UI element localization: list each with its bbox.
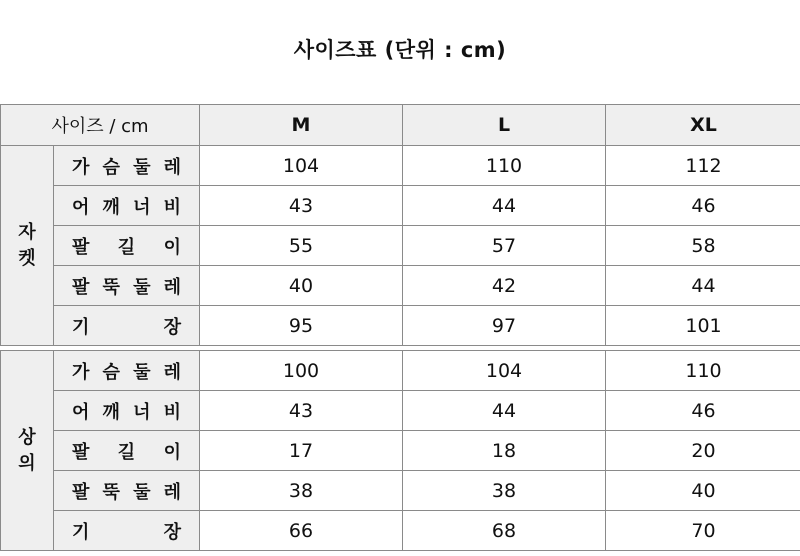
row-label: [54, 471, 200, 511]
size-value-cell: 97: [403, 306, 606, 346]
row-label: [54, 306, 200, 346]
row-label-text: 가 슴 둘 레: [72, 361, 182, 383]
size-value-cell: 100: [200, 351, 403, 391]
row-label-text: 팔 길 이: [72, 236, 182, 258]
row-label-text: 팔 뚝 둘 레: [72, 481, 182, 503]
group-label: 상 의: [1, 351, 54, 551]
size-value-cell: 110: [403, 146, 606, 186]
row-label: [54, 431, 200, 471]
size-value-cell: 68: [403, 511, 606, 551]
table-row: [1, 431, 800, 471]
row-label: [54, 186, 200, 226]
size-value-cell: 44: [606, 266, 800, 306]
row-label-text: 기 장: [72, 521, 182, 543]
size-value-cell: 66: [200, 511, 403, 551]
size-value-cell: 46: [606, 391, 800, 431]
size-value-cell: 70: [606, 511, 800, 551]
size-value-cell: 42: [403, 266, 606, 306]
size-value-cell: 38: [200, 471, 403, 511]
table-row: [1, 266, 800, 306]
size-value-cell: 46: [606, 186, 800, 226]
size-value-cell: 58: [606, 226, 800, 266]
table-row: [1, 306, 800, 346]
row-label: [54, 226, 200, 266]
header-size-xl: XL: [606, 105, 800, 146]
size-value-cell: 20: [606, 431, 800, 471]
size-value-cell: 57: [403, 226, 606, 266]
table-row: [1, 391, 800, 431]
header-size-l: L: [403, 105, 606, 146]
row-label-text: 어 깨 너 비: [72, 401, 182, 423]
row-label-text: 팔 길 이: [72, 441, 182, 463]
size-value-cell: 112: [606, 146, 800, 186]
size-value-cell: 44: [403, 186, 606, 226]
row-label-text: 가 슴 둘 레: [72, 156, 182, 178]
size-value-cell: 104: [200, 146, 403, 186]
header-size-unit: 사이즈 / cm: [1, 105, 200, 146]
table-row: [1, 351, 800, 391]
table-row: [1, 146, 800, 186]
table-row: [1, 226, 800, 266]
size-value-cell: 40: [606, 471, 800, 511]
row-label-text: 어 깨 너 비: [72, 196, 182, 218]
size-value-cell: 18: [403, 431, 606, 471]
row-label: [54, 511, 200, 551]
size-value-cell: 44: [403, 391, 606, 431]
size-value-cell: 101: [606, 306, 800, 346]
size-value-cell: 38: [403, 471, 606, 511]
size-value-cell: 43: [200, 186, 403, 226]
size-value-cell: 95: [200, 306, 403, 346]
row-label: [54, 351, 200, 391]
table-row: [1, 471, 800, 511]
table-body: [1, 146, 800, 551]
size-value-cell: 43: [200, 391, 403, 431]
row-label: [54, 391, 200, 431]
table-row: [1, 511, 800, 551]
row-label: [54, 146, 200, 186]
group-label: 자 켓: [1, 146, 54, 346]
row-label: [54, 266, 200, 306]
table-row: [1, 186, 800, 226]
header-row: [1, 105, 800, 146]
size-value-cell: 104: [403, 351, 606, 391]
size-value-cell: 17: [200, 431, 403, 471]
row-label-text: 팔 뚝 둘 레: [72, 276, 182, 298]
size-value-cell: 110: [606, 351, 800, 391]
page-title: 사이즈표 (단위 : cm): [293, 38, 507, 62]
row-label-text: 기 장: [72, 316, 182, 338]
size-table: [0, 104, 800, 551]
size-value-cell: 40: [200, 266, 403, 306]
size-value-cell: 55: [200, 226, 403, 266]
header-size-m: M: [200, 105, 403, 146]
